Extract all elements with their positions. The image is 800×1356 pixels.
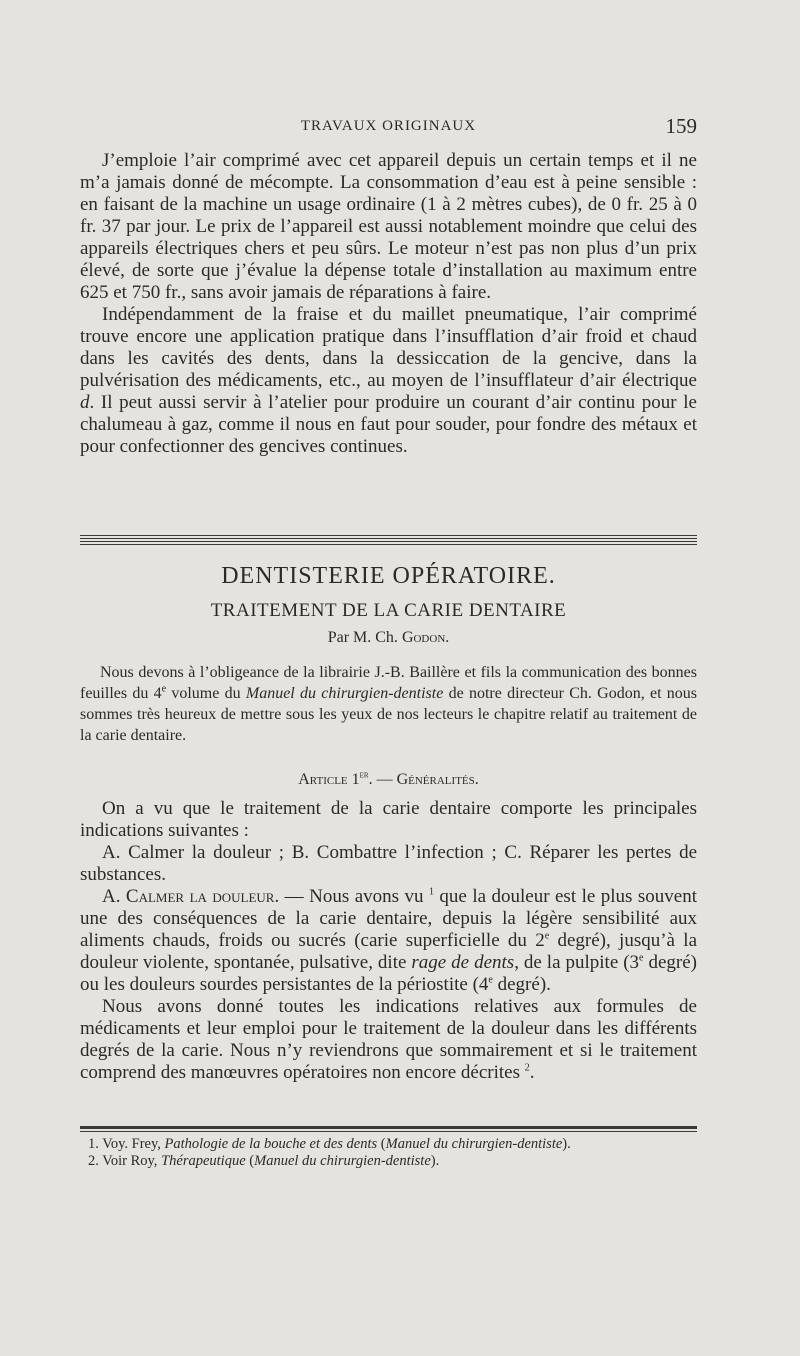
- footnote-ref: 1: [428, 886, 434, 898]
- continued-text: [80, 150, 697, 458]
- article-heading: Article 1er. — Généralités.: [298, 769, 479, 788]
- footnote-2: 2. Voir Roy, Thérapeutique (Manuel du chirurgien-dentiste).: [88, 1153, 440, 1169]
- article-title: TRAITEMENT DE LA CARIE DENTAIRE: [210, 600, 567, 621]
- footnote-ref: 2: [524, 1062, 530, 1074]
- byline: Par M. Ch. Godon.: [327, 629, 450, 646]
- footnote-rule-thin: [80, 1131, 697, 1132]
- running-head: [80, 116, 697, 140]
- byline-author: Godon.: [401, 629, 450, 646]
- page-number: 159: [665, 114, 697, 138]
- subsection-label: A. Calmer la douleur.: [102, 886, 280, 907]
- intro-note: Nous devons à l’obligeance de la librairie J.-B. Baillère et fils la communication des bonnes feuilles du 4e volume du Manuel du chirurgien-dentiste de notre directeur Ch. Godon, et nous sommes très heureux de mettre sous les yeux de nos lecteurs le chapitre relatif au traitement de la carie dentaire.: [80, 664, 698, 744]
- footnotes: [80, 1136, 697, 1170]
- paragraph: A. Calmer la douleur. — Nous avons vu $^1$ que la douleur est le plus souvent une des conséquences de la carie dentaire, depuis la légère sensibilité aux aliments chauds, froids ou sucrés (carie superficielle du 2e degré), jusqu’à la douleur violente, spontanée, pulsative, dite rage de dents, de la pulpite (3e degré) ou les douleurs sourdes persistantes de la périostite (4e degré).: [80, 886, 698, 995]
- paragraph: On a vu que le traitement de la carie dentaire comporte les principales indications suivantes :: [80, 798, 697, 841]
- section-title: DENTISTERIE OPÉRATOIRE.: [221, 563, 556, 589]
- paragraph: Indépendamment de la fraise et du maillet pneumatique, l’air comprimé trouve encore une application pratique dans l’insufflation d’air froid et chaud dans les cavités des dents, dans la dessiccation de la gencive, dans la pulvérisation des médicaments, etc., au moyen de l’insufflateur d’air électrique d. Il peut aussi servir à l’atelier pour produire un courant d’air continu pour le chalumeau à gaz, comme il nous en faut pour souder, pour fondre des métaux et pour confectionner des gencives continues.: [80, 304, 697, 457]
- footnote-rule: [80, 1126, 697, 1129]
- paragraph: J’emploie l’air comprimé avec cet appareil depuis un certain temps et il ne m’a jamais donné de mécompte. La consommation d’eau est à peine sensible : en faisant de la machine un usage ordinaire (1 à 2 mètres cubes), de 0 fr. 25 à 0 fr. 37 par jour. Le prix de l’appareil est aussi notablement moindre que celui des appareils électriques chers et peu sûrs. Le moteur n’est pas non plus d’un prix élevé, de sorte que j’évalue la dépense totale d’installation au maximum entre 625 et 750 fr., sans avoir jamais de réparations à faire.: [80, 150, 697, 303]
- main-text: [80, 798, 697, 1084]
- paragraph: Nous avons donné toutes les indications relatives aux formules de médicaments et leur emploi pour le traitement de la douleur dans les différents degrés de la carie. Nous n’y reviendrons que sommairement et si le traitement comprend des manœuvres opératoires non encore décrites $^2$.: [80, 996, 697, 1083]
- section-divider: [80, 535, 697, 545]
- footnote-1: 1. Voy. Frey, Pathologie de la bouche et des dents (Manuel du chirurgien-dentiste).: [88, 1136, 571, 1152]
- book-page: [80, 0, 697, 1356]
- paragraph: A. Calmer la douleur ; B. Combattre l’infection ; C. Réparer les pertes de substances.: [80, 842, 697, 885]
- running-title: TRAVAUX ORIGINAUX: [300, 118, 477, 134]
